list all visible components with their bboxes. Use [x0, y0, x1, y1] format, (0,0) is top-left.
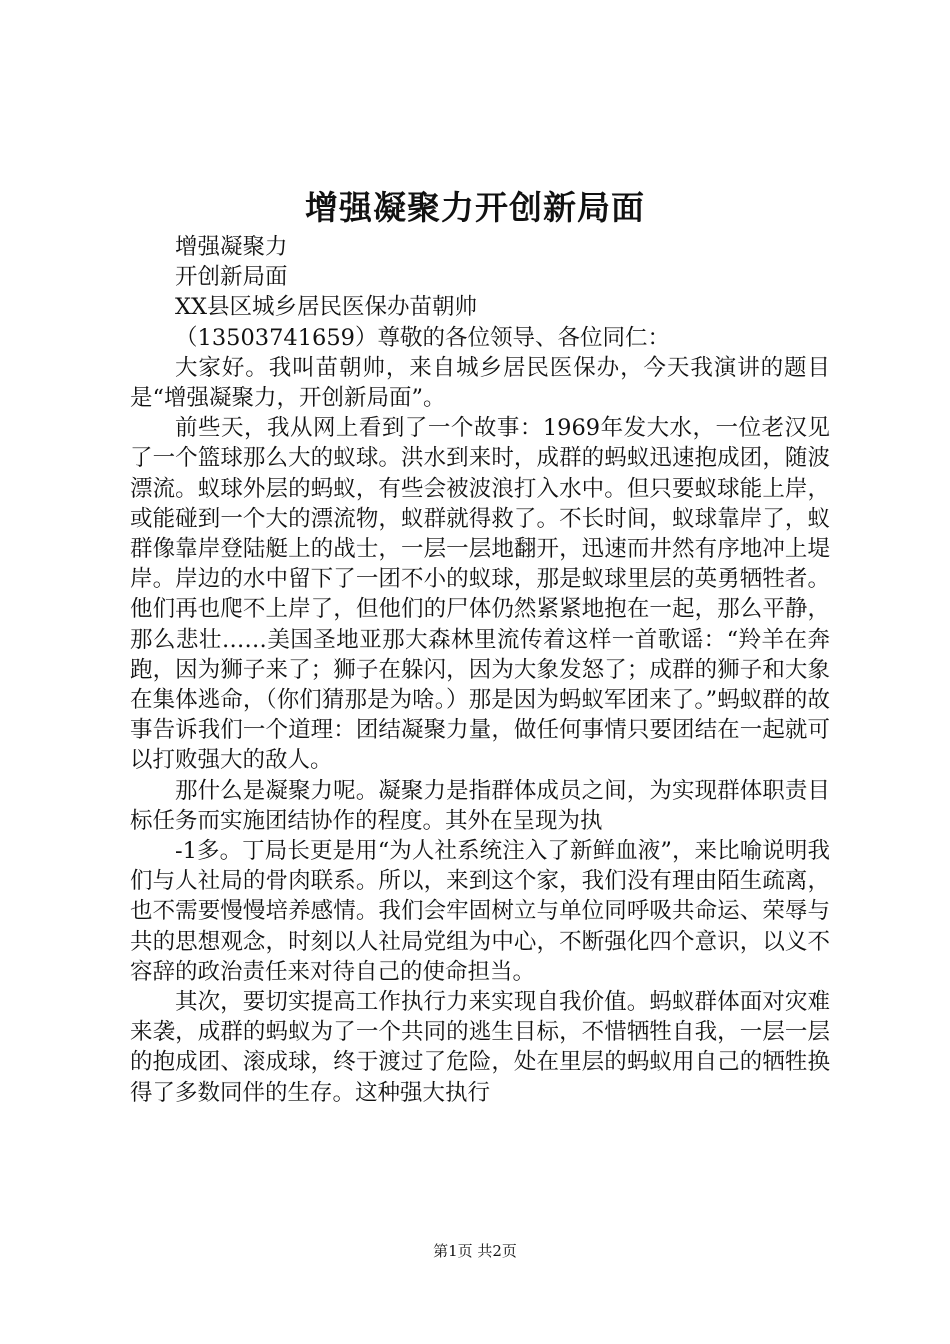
paragraph-salutation: （13503741659）尊敬的各位领导、各位同仁： [175, 324, 670, 351]
paragraph-greeting: 大家好。我叫苗朝帅，来自城乡居民医保办，今天我演讲的题目是“增强凝聚力，开创新局面”。 [130, 354, 830, 412]
paragraph-ant-story: 前些天，我从网上看到了一个故事：1969年发大水，一位老汉见了一个篮球那么大的蚁球。洪水到来时，成群的蚂蚁迅速抱成团，随波漂流。蚁球外层的蚂蚁，有些会被波浪打入水中。但只要蚁球能上岸，或能碰到一个大的漂流物，蚁群就得救了。不长时间，蚁球靠岸了，蚁群像靠岸登陆艇上的战士，一层一层地翻开，迅速而井然有序地冲上堤岸。岸边的水中留下了一团不小的蚁球，那是蚁球里层的英勇牺牲者。他们再也爬不上岸了，但他们的尸体仍然紧紧地抱在一起，那么平静，那么悲壮……美国圣地亚那大森林里流传着这样一首歌谣：“羚羊在奔跑，因为狮子来了；狮子在躲闪，因为大象发怒了；成群的狮子和大象在集体逃命，（你们猜那是为啥。）那是因为蚂蚁军团来了。”蚂蚁群的故事告诉我们一个道理：团结凝聚力量，做任何事情只要团结在一起就可以打败强大的敌人。 [130, 415, 830, 774]
paragraph-author: XX县区城乡居民医保办苗朝帅 [175, 294, 478, 321]
paragraph-continuation: -1多。丁局长更是用“为人社系统注入了新鲜血液”，来比喻说明我们与人社局的骨肉联系。所以，来到这个家，我们没有理由陌生疏离，也不需要慢慢培养感情。我们会牢固树立与单位同呼吸共命运、荣辱与共的思想观念，时刻以人社局党组为中心，不断强化四个意识，以义不容辞的政治责任来对待自己的使命担当。 [130, 838, 830, 985]
paragraph-heading-line-1: 增强凝聚力 [175, 234, 288, 260]
paragraph-heading-line-2: 开创新局面 [175, 264, 288, 291]
document-title: 增强凝聚力开创新局面 [305, 188, 645, 227]
paragraph-cohesion-definition: 那什么是凝聚力呢。凝聚力是指群体成员之间，为实现群体职责目标任务而实施团结协作的程度。其外在呈现为执 [130, 777, 830, 834]
page-footer: 第1页 共2页 [433, 1242, 517, 1260]
document-body [130, 232, 830, 1108]
paragraph-execution: 其次，要切实提高工作执行力来实现自我价值。蚂蚁群体面对灾难来袭，成群的蚂蚁为了一个共同的逃生目标，不惜牺牲自我，一层一层的抱成团、滚成球，终于渡过了危险，处在里层的蚂蚁用自己的牺牲换得了多数同伴的生存。这种强大执行 [130, 989, 830, 1106]
